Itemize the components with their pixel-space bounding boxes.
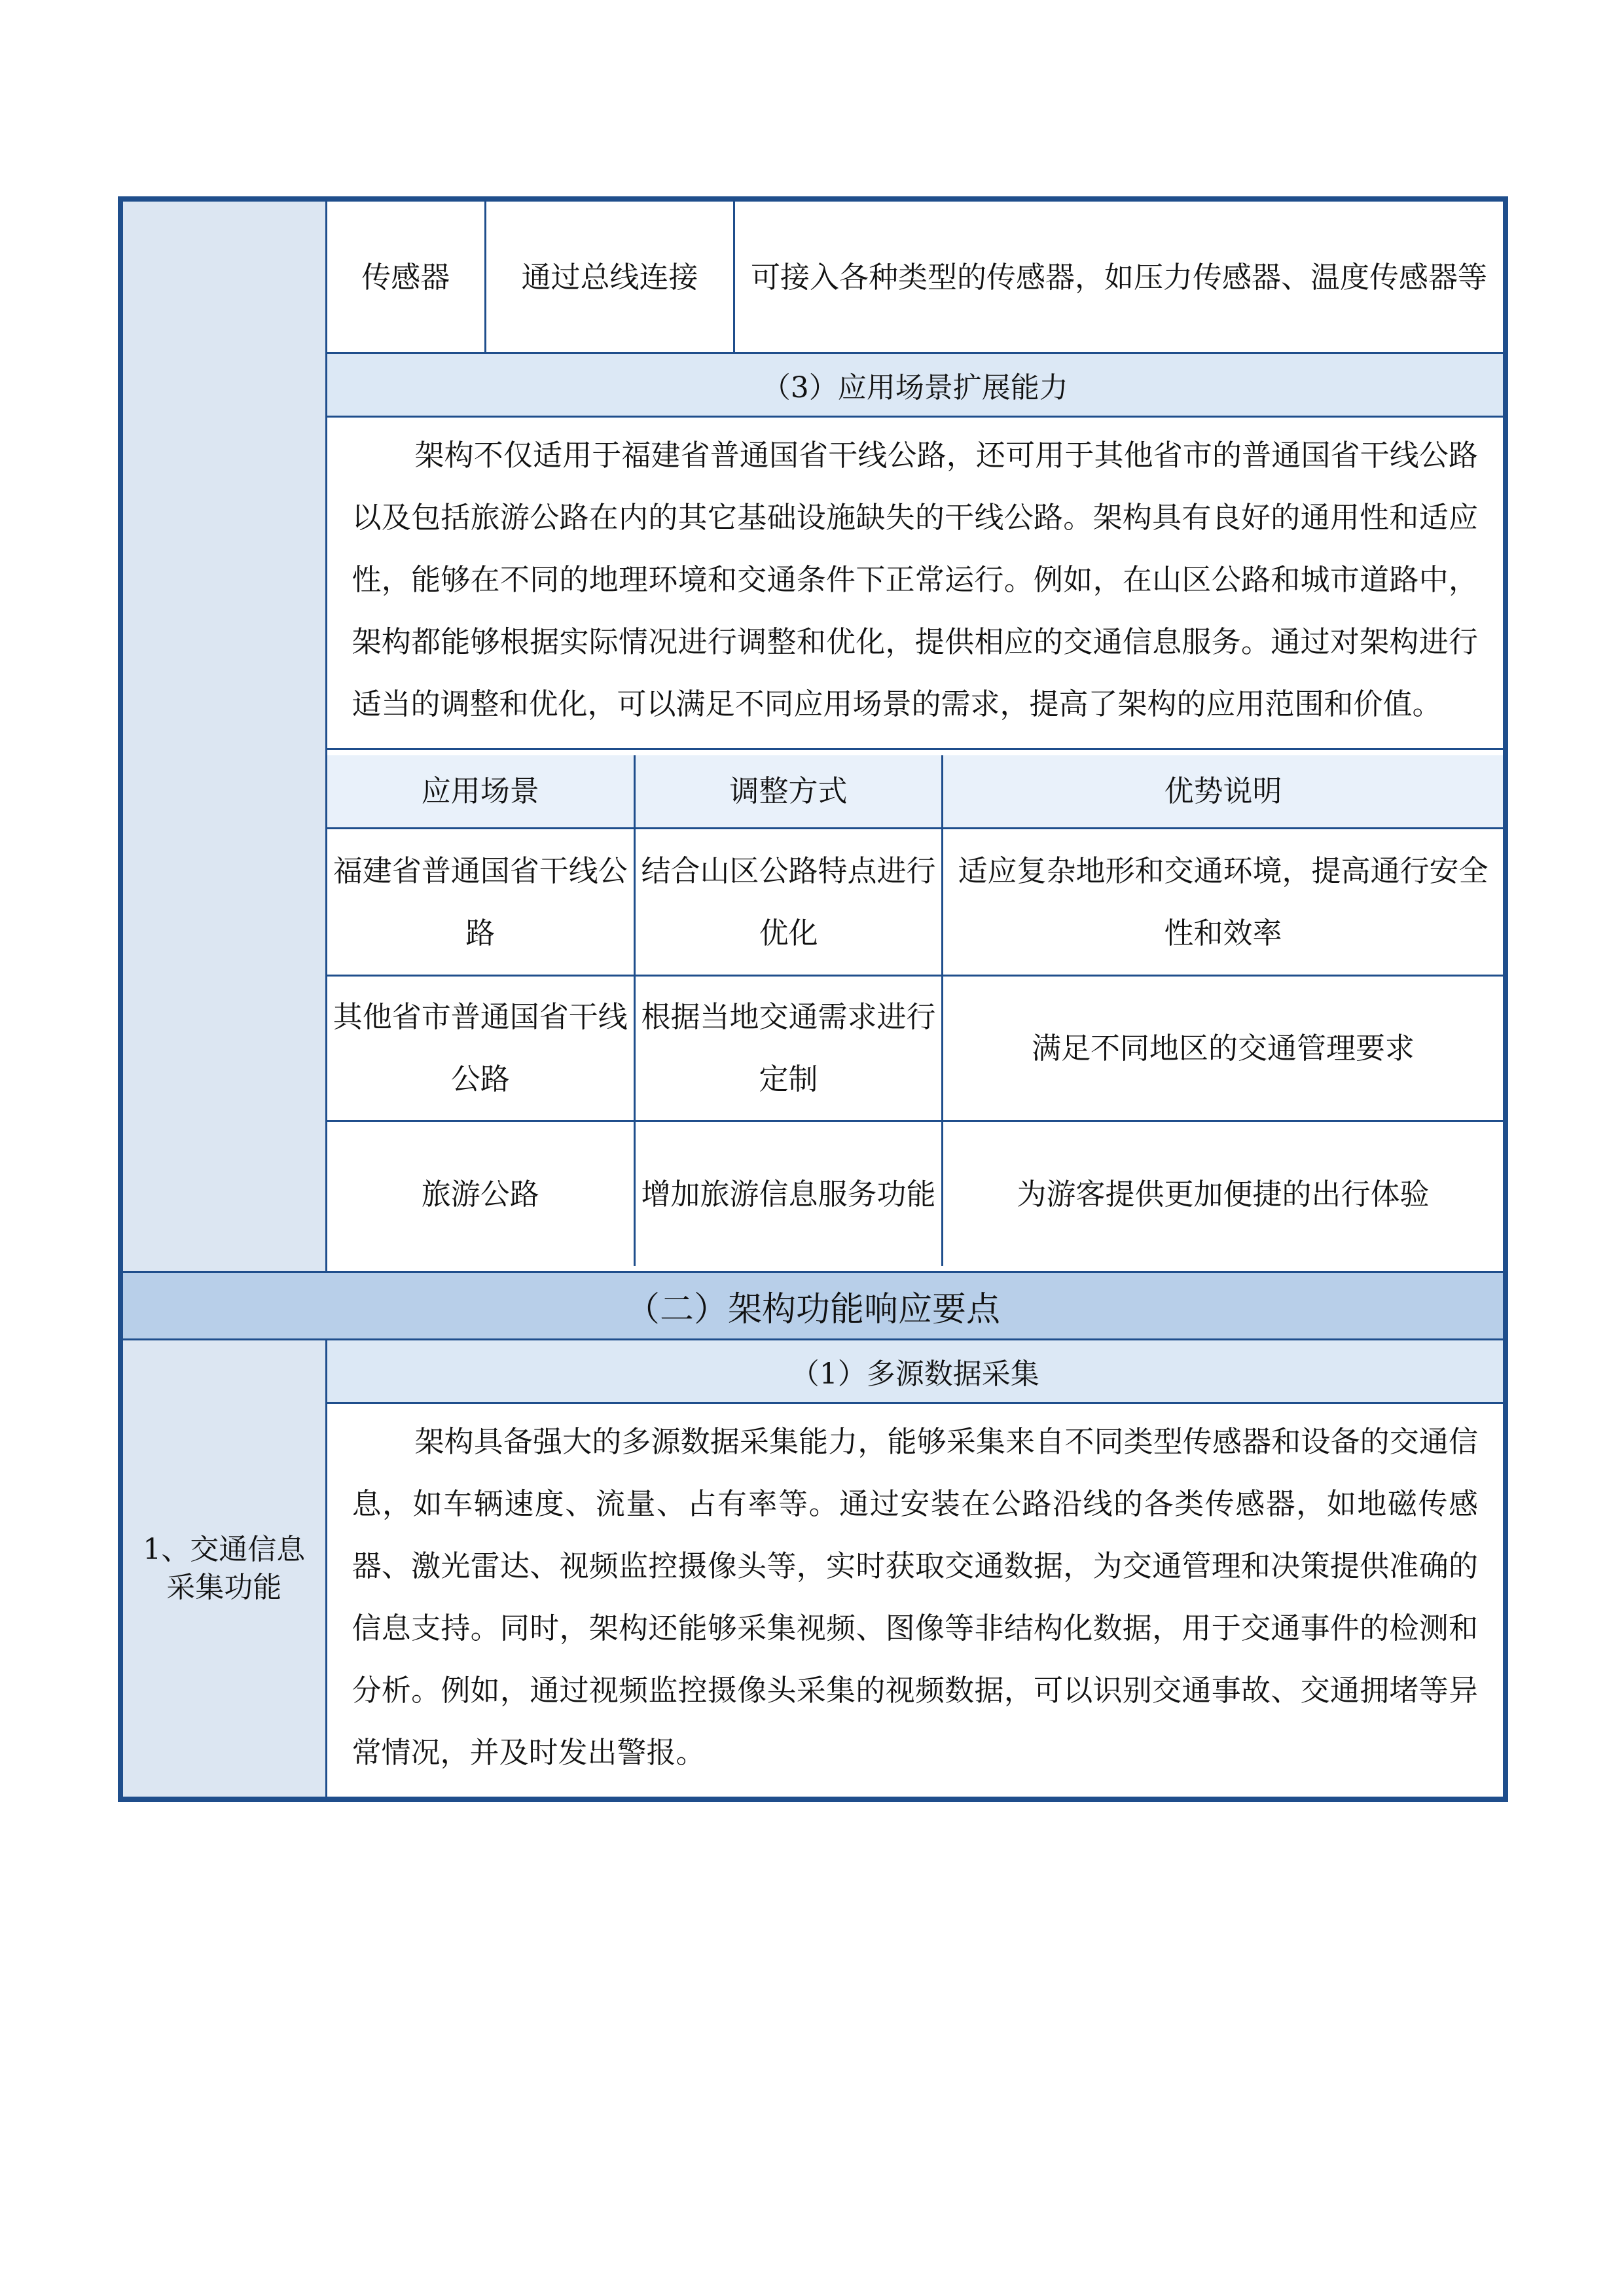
table-cell: 福建省普通国省干线公路 bbox=[327, 828, 635, 975]
scenario-table bbox=[327, 755, 1504, 1266]
sensor-row-cell bbox=[326, 199, 1506, 353]
left-column-continuation bbox=[120, 199, 326, 1272]
header-method: 调整方式 bbox=[635, 755, 943, 829]
item1-sub-heading: （1）多源数据采集 bbox=[326, 1340, 1506, 1403]
scenario-table-cell bbox=[326, 749, 1506, 1272]
header-scenario: 应用场景 bbox=[327, 755, 635, 829]
table-row bbox=[327, 828, 1504, 975]
section3-paragraph: 架构不仅适用于福建省普通国省干线公路，还可用于其他省市的普通国省干线公路以及包括旅游公路在内的其它基础设施缺失的干线公路。架构具有良好的通用性和适应性，能够在不同的地理环境和交通条件下正常运行。例如，在山区公路和城市道路中，架构都能够根据实际情况进行调整和优化，提供相应的交通信息服务。通过对架构进行适当的调整和优化，可以满足不同应用场景的需求，提高了架构的应用范围和价值。 bbox=[352, 438, 1478, 721]
item1-paragraph-cell bbox=[326, 1403, 1506, 1800]
table-cell: 旅游公路 bbox=[327, 1121, 635, 1266]
header-advantage: 优势说明 bbox=[943, 755, 1504, 829]
sensor-table bbox=[327, 202, 1504, 352]
sensor-cell: 传感器 bbox=[327, 202, 486, 352]
scenario-header-row bbox=[327, 755, 1504, 829]
sensor-description-cell: 可接入各种类型的传感器，如压力传感器、温度传感器等 bbox=[734, 202, 1504, 352]
table-cell: 增加旅游信息服务功能 bbox=[635, 1121, 943, 1266]
section3-paragraph-cell bbox=[326, 417, 1506, 749]
document-page bbox=[118, 196, 1508, 1802]
section3-heading: （3）应用场景扩展能力 bbox=[326, 353, 1506, 417]
table-row bbox=[327, 1121, 1504, 1266]
table-cell: 适应复杂地形和交通环境，提高通行安全性和效率 bbox=[943, 828, 1504, 975]
item1-label-cell bbox=[120, 1340, 326, 1800]
table-cell: 根据当地交通需求进行定制 bbox=[635, 975, 943, 1121]
table-row bbox=[327, 975, 1504, 1121]
table-cell: 满足不同地区的交通管理要求 bbox=[943, 975, 1504, 1121]
main-table bbox=[118, 196, 1508, 1802]
item1-paragraph: 架构具备强大的多源数据采集能力，能够采集来自不同类型传感器和设备的交通信息，如车辆速度、流量、占有率等。通过安装在公路沿线的各类传感器，如地磁传感器、激光雷达、视频监控摄像头等，实时获取交通数据，为交通管理和决策提供准确的信息支持。同时，架构还能够采集视频、图像等非结构化数据，用于交通事件的检测和分析。例如，通过视频监控摄像头采集的视频数据，可以识别交通事故、交通拥堵等异常情况，并及时发出警报。 bbox=[352, 1424, 1478, 1770]
section-two-heading: （二）架构功能响应要点 bbox=[120, 1272, 1506, 1340]
item1-label: 1、交通信息采集功能 bbox=[143, 1532, 306, 1604]
table-cell: 结合山区公路特点进行优化 bbox=[635, 828, 943, 975]
connection-cell: 通过总线连接 bbox=[486, 202, 734, 352]
table-cell: 其他省市普通国省干线公路 bbox=[327, 975, 635, 1121]
table-cell: 为游客提供更加便捷的出行体验 bbox=[943, 1121, 1504, 1266]
